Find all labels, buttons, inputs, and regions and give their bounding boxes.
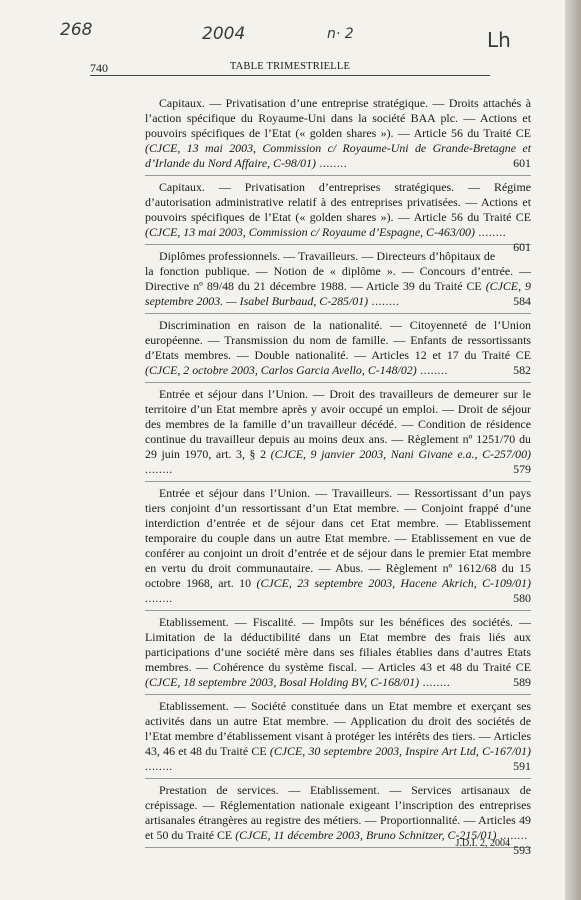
entry-paragraph xyxy=(145,387,531,477)
leader-dots: ........ xyxy=(145,462,173,476)
entry-page-number: 591 xyxy=(513,759,531,773)
entry-citation: (CJCE, 30 septembre 2003, Inspire Art Ltd, C-167/01) xyxy=(269,744,531,758)
index-entry xyxy=(145,92,531,176)
page-binding-shadow xyxy=(565,0,581,900)
entry-text: Capitaux. — Privatisation d’une entreprise stratégique. — Droits attachés à l’action spécifique du Royaume-Uni dans la société BAA plc. — Actions et pouvoirs spécifiques de l’Etat (« golden shares »). — Article 56 du Traité CE xyxy=(145,96,531,140)
index-entry xyxy=(145,482,531,611)
handwritten-code: Lh xyxy=(487,28,511,52)
index-entries xyxy=(145,92,531,858)
entry-paragraph xyxy=(145,486,531,606)
leader-dots: ........ xyxy=(419,675,451,689)
entry-page-number: 580 xyxy=(513,591,531,605)
index-entry xyxy=(145,176,531,254)
entry-text: Capitaux. — Privatisation d’entreprises stratégiques. — Régime d’autorisation administrative relatif à des entreprises privatisées. — Actions et pouvoirs spécifiques de l’Etat (« golden shares »). — Article 56 du Traité CE xyxy=(145,180,531,224)
page-number: 740 xyxy=(90,61,108,75)
entry-text: Diplômes professionnels. — Travailleurs. — Directeurs d’hôpitaux de la fonction publique. — Notion de « diplôme ». — Concours d’entrée. — Directive nº 89/48 du 21 décembre 1988. — Article 39 du Traité CE xyxy=(145,249,531,293)
handwritten-issue: n· 2 xyxy=(327,26,354,42)
entry-citation: (CJCE, 9 septembre 2003. — Isabel Burbaud, C-285/01) xyxy=(145,279,531,308)
entry-text: Entrée et séjour dans l’Union. — Droit des travailleurs de demeurer sur le territoire d’un Etat membre après y avoir occupé un emploi. — Droit de séjour des membres de la famille d’un travailleur décédé. — Condition de résidence continue du travailleur depuis au moins deux ans. — Règlement nº 1251/70 du 29 juin 1970, art. 3, § 2 xyxy=(145,387,531,461)
entry-paragraph xyxy=(145,180,531,254)
entry-page-number: 601 xyxy=(513,156,531,170)
entry-citation: (CJCE, 18 septembre 2003, Bosal Holding BV, C-168/01) xyxy=(145,675,420,689)
entry-page-number: 589 xyxy=(513,675,531,689)
handwritten-year: 2004 xyxy=(202,24,246,44)
page-header xyxy=(90,61,490,76)
entry-paragraph xyxy=(145,615,531,690)
entry-citation: (CJCE, 13 mai 2003, Commission c/ Royaume d’Espagne, C-463/00) xyxy=(145,225,475,239)
entry-citation: (CJCE, 2 octobre 2003, Carlos Garcia Avello, C-148/02) xyxy=(145,363,417,377)
entry-paragraph xyxy=(145,699,531,774)
entry-page-number: 601 xyxy=(513,240,531,254)
entry-paragraph xyxy=(145,249,531,309)
leader-dots: ........ xyxy=(145,759,173,773)
index-entry xyxy=(145,245,531,314)
entry-text: Entrée et séjour dans l’Union. — Travailleurs. — Ressortissant d’un pays tiers conjoint d’un ressortissant d’un Etat membre. — Conjoint frappé d’une interdiction d’entrée et de séjour dans cet Etat membre. — Etablissement temporaire du couple dans un autre Etat membre. — Etablissement en vue de conférer au conjoint un droit d’entrée et de séjour dans le premier Etat membre en vertu du droit communautaire. — Abus. — Règlement nº 1612/68 du 15 octobre 1968, art. 10 xyxy=(145,486,531,590)
leader-dots: ........ xyxy=(474,225,507,239)
leader-dots: ........ xyxy=(315,156,348,170)
handwritten-number: 268 xyxy=(60,20,93,40)
entry-citation: (CJCE, 11 décembre 2003, Bruno Schnitzer, C-215/01) xyxy=(235,828,497,842)
entry-text: Prestation de services. — Etablissement. — Services artisanaux de crépissage. — Réglementation nationale exigeant l’inscription des entreprises artisanales étrangères au registre des métiers. — Proportionnalité. — Articles 49 et 50 du Traité CE xyxy=(145,783,531,842)
entry-page-number: 593 xyxy=(513,843,531,857)
index-entry xyxy=(145,611,531,695)
leader-dots: ........ xyxy=(145,591,173,605)
leader-dots: ........ xyxy=(496,828,528,842)
leader-dots: ........ xyxy=(416,363,448,377)
leader-dots: ........ xyxy=(368,294,400,308)
index-entry xyxy=(145,383,531,482)
entry-citation: (CJCE, 13 mai 2003, Commission c/ Royaume-Uni de Grande-Bretagne et d’Irlande du Nord Affaire, C-98/01) xyxy=(145,141,531,170)
running-title: TABLE TRIMESTRIELLE xyxy=(229,61,351,72)
journal-reference: J.D.I. 2, 2004 xyxy=(455,838,510,849)
entry-text: Discrimination en raison de la nationalité. — Citoyenneté de l’Union européenne. — Transmission du nom de famille. — Enfants de ressortissants d’Etats membres. — Double nationalité. — Articles 12 et 17 du Traité CE xyxy=(145,318,531,362)
entry-page-number: 582 xyxy=(513,363,531,377)
entry-paragraph xyxy=(145,318,531,378)
entry-paragraph xyxy=(145,96,531,171)
entry-text: Etablissement. — Société constituée dans un Etat membre et exerçant ses activités dans un autre Etat membre. — Application du droit des sociétés de l’Etat membre d’établissement visant à protéger les intérêts des tiers. — Articles 43, 46 et 48 du Traité CE xyxy=(145,699,531,758)
index-entry xyxy=(145,695,531,779)
entry-citation: (CJCE, 23 septembre 2003, Hacene Akrich, C-109/01) xyxy=(256,576,532,590)
entry-text: Etablissement. — Fiscalité. — Impôts sur les bénéfices des sociétés. — Limitation de la déductibilité dans un Etat membre des frais liés aux participations d’une société mère dans ses filiales établies dans d’autres Etats membres. — Cohérence du système fiscal. — Articles 43 et 48 du Traité CE xyxy=(145,615,531,674)
entry-page-number: 579 xyxy=(513,462,531,476)
entry-page-number: 584 xyxy=(513,294,531,308)
entry-citation: (CJCE, 9 janvier 2003, Nani Givane e.a., C-257/00) xyxy=(270,447,531,461)
index-entry xyxy=(145,314,531,383)
